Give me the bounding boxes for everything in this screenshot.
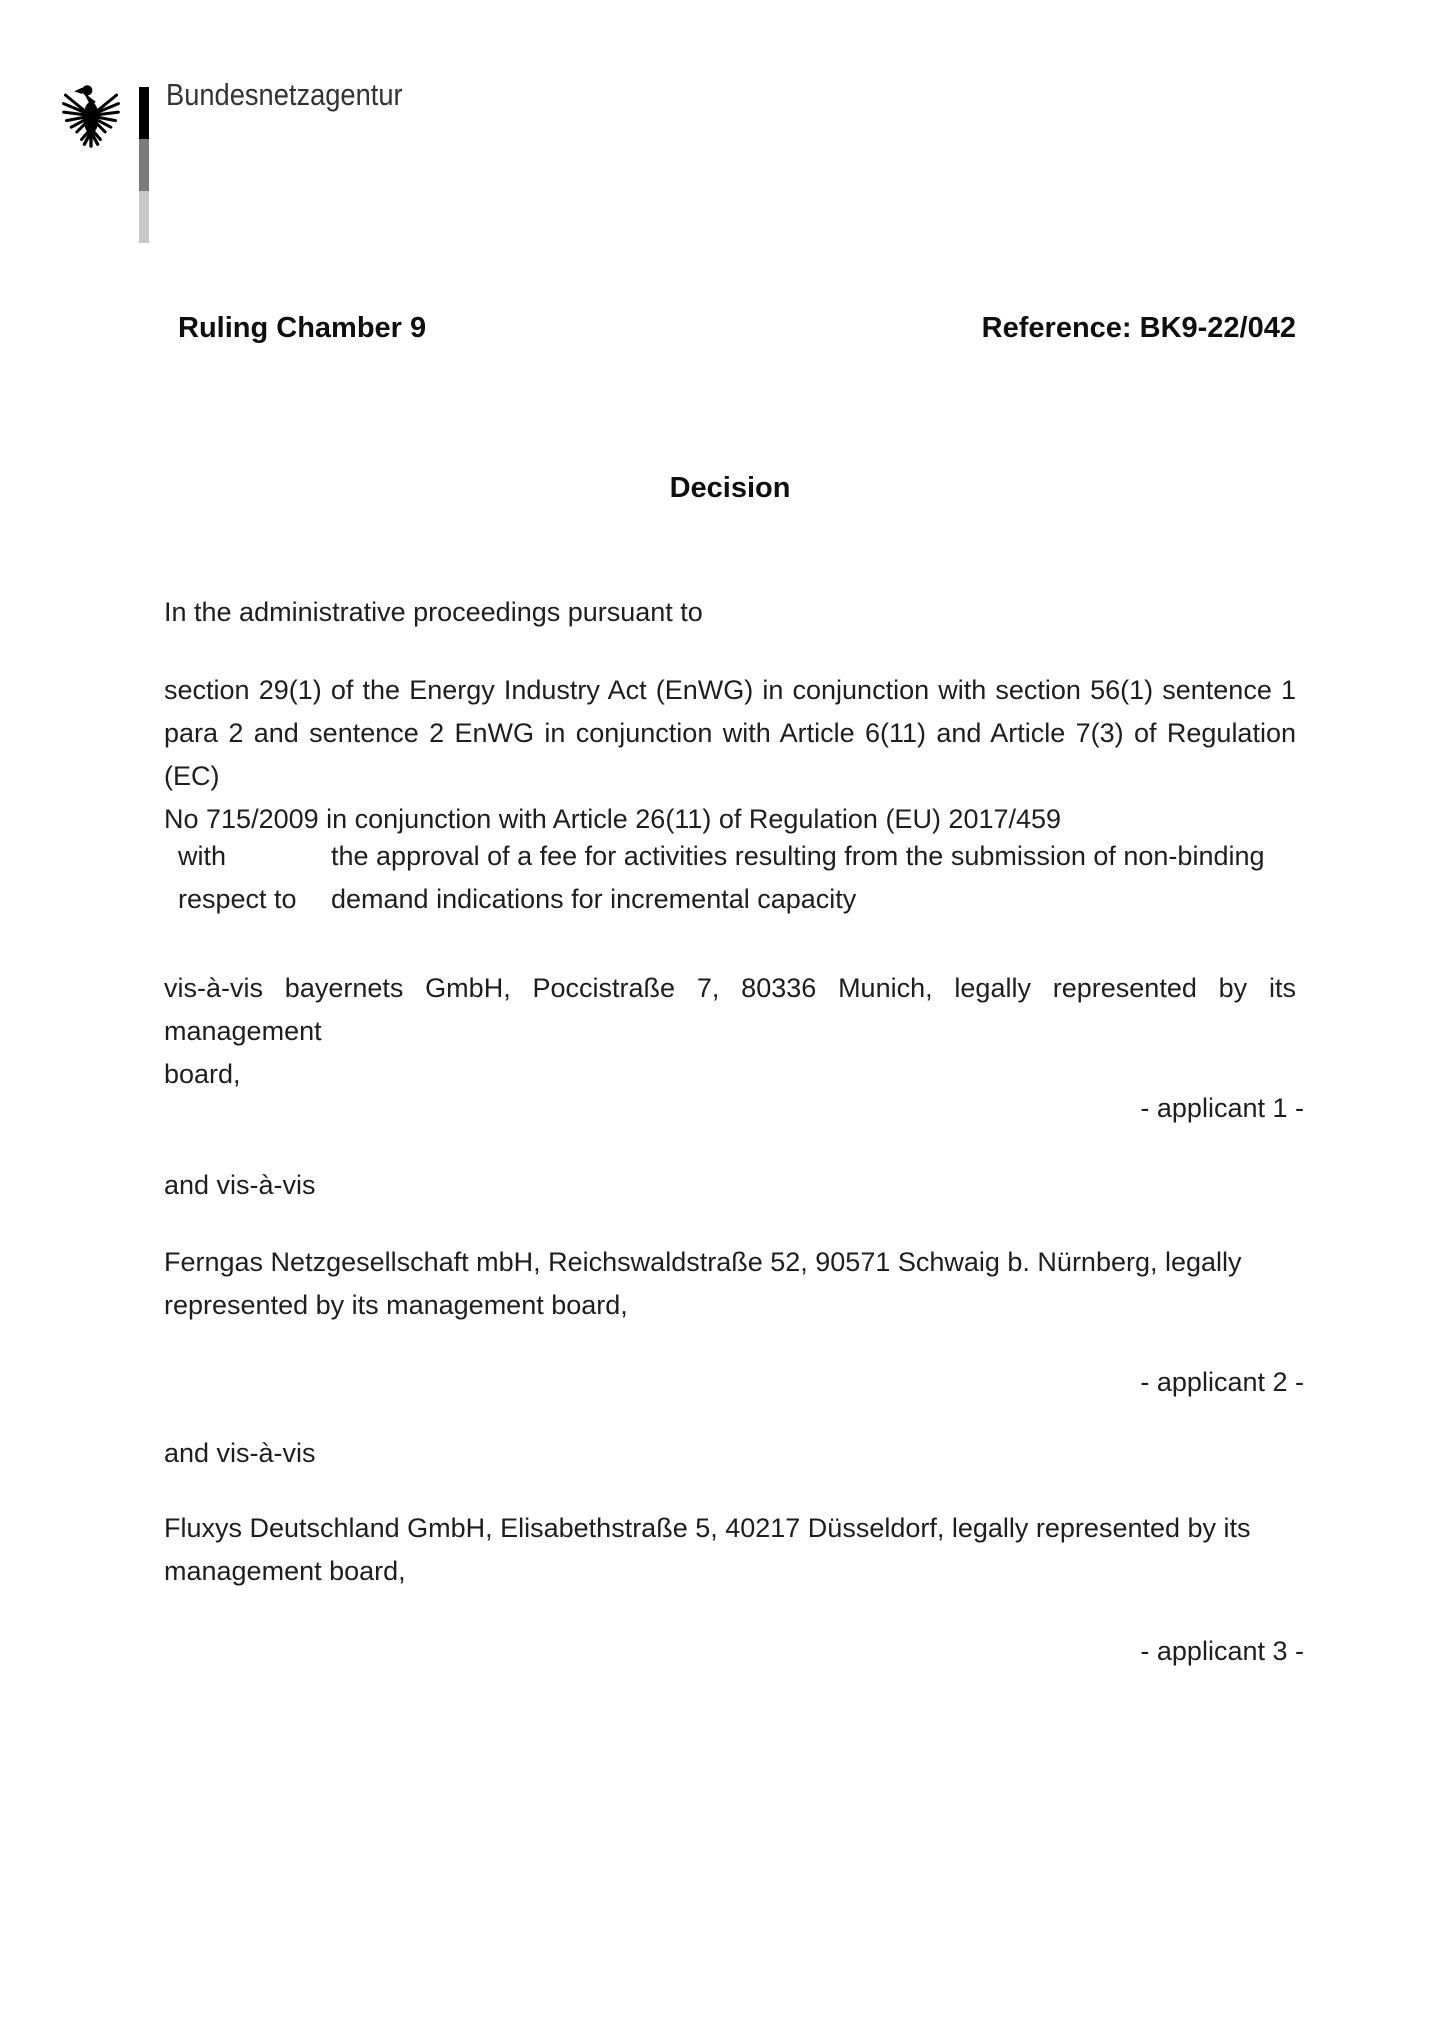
- subject-block: [164, 835, 1296, 921]
- applicant-3-line: Fluxys Deutschland GmbH, Elisabethstraße 5, 40217 Düsseldorf, legally represented by its: [164, 1513, 1251, 1543]
- proceedings-intro: In the administrative proceedings pursuant to: [164, 597, 703, 627]
- subject-text-line: demand indications for incremental capacity: [331, 884, 857, 914]
- applicant-1-line: vis-à-vis bayernets GmbH, Poccistraße 7, 80336 Munich, legally represented by its management: [164, 973, 1296, 1046]
- subject-text-line: the approval of a fee for activities resulting from the submission of non-binding: [331, 841, 1265, 871]
- legal-basis-paragraph: [164, 669, 1296, 841]
- and-vis-a-vis-1: and vis-à-vis: [164, 1170, 316, 1200]
- applicant-1-address: [164, 967, 1296, 1096]
- document-title: Decision: [669, 472, 791, 504]
- applicant-3-line: management board,: [164, 1556, 406, 1586]
- applicant-2-address: [164, 1241, 1296, 1327]
- legal-basis-line: section 29(1) of the Energy Industry Act (EnWG) in conjunction with section 56(1) sentence 1: [164, 675, 1296, 705]
- applicant-2-line: Ferngas Netzgesellschaft mbH, Reichswaldstraße 52, 90571 Schwaig b. Nürnberg, legally: [164, 1247, 1242, 1277]
- applicant-1-designation: - applicant 1 -: [1140, 1093, 1304, 1123]
- chamber-reference-row: [164, 307, 1296, 350]
- agency-wordmark: Bundesnetzagentur: [166, 77, 403, 112]
- subject-label-line: respect to: [178, 884, 297, 914]
- applicant-3-designation: - applicant 3 -: [1140, 1636, 1304, 1666]
- applicant-2-designation: - applicant 2 -: [1140, 1367, 1304, 1397]
- applicant-2-line: represented by its management board,: [164, 1290, 628, 1320]
- ruling-chamber-label: Ruling Chamber 9: [178, 312, 427, 344]
- logo-bar-segment-lightgray: [139, 191, 149, 243]
- reference-number: Reference: BK9-22/042: [981, 312, 1296, 344]
- logo-bar-segment-gray: [139, 139, 149, 191]
- logo-bar-segment-black: [139, 87, 149, 139]
- legal-basis-line: No 715/2009 in conjunction with Article 26(11) of Regulation (EU) 2017/459: [164, 804, 1062, 834]
- logo-color-bar: [139, 87, 149, 243]
- subject-label: [178, 835, 297, 921]
- applicant-1-line: board,: [164, 1059, 241, 1089]
- subject-text: [331, 835, 1296, 921]
- applicant-3-address: [164, 1507, 1296, 1593]
- legal-basis-line: para 2 and sentence 2 EnWG in conjunction with Article 6(11) and Article 7(3) of Regulation (EC): [164, 718, 1296, 791]
- and-vis-a-vis-2: and vis-à-vis: [164, 1438, 316, 1468]
- subject-label-line: with: [178, 841, 227, 871]
- federal-eagle-icon: [62, 80, 120, 148]
